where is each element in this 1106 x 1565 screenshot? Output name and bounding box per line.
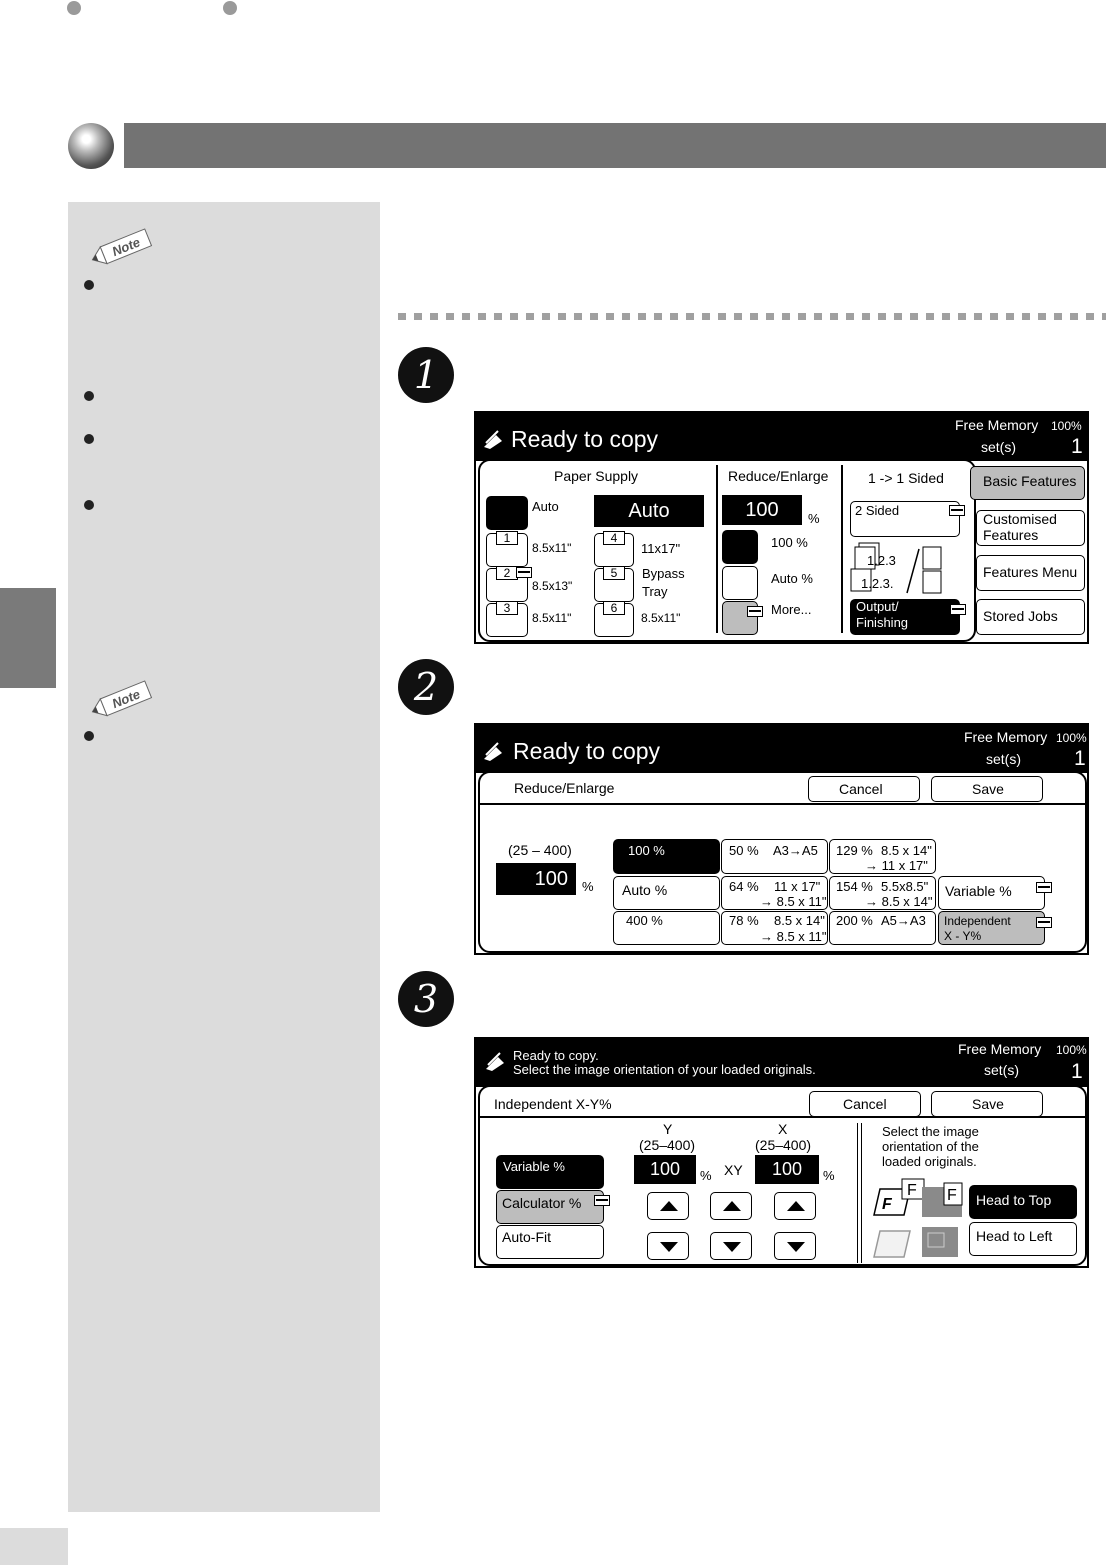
mode-autofit-label: Auto-Fit	[502, 1229, 552, 1245]
step-3-marker: 3	[398, 971, 454, 1027]
free-memory-value: 100%	[1056, 731, 1087, 745]
re-100-button[interactable]	[722, 530, 758, 564]
sets-value: 1	[1074, 747, 1086, 770]
preset-200-sizes: A5→A3	[881, 913, 926, 928]
range-label: (25 – 400)	[508, 842, 572, 858]
cancel-label: Cancel	[839, 781, 883, 797]
panel-divider	[841, 465, 843, 633]
svg-text:Note: Note	[109, 234, 143, 260]
preset-129-to: → 11 x 17"	[865, 858, 928, 873]
tray-5-size-line2: Tray	[642, 584, 668, 599]
orientation-text-2: orientation of the	[882, 1139, 979, 1154]
step-1-marker: 1	[398, 347, 454, 403]
reduce-unit: %	[582, 879, 594, 894]
tray-2-size: 8.5x13"	[532, 579, 573, 593]
reduce-value: 100	[496, 863, 576, 895]
preset-154-to: → 8.5 x 14"	[865, 894, 933, 909]
screen-status-title: Ready to copy	[511, 426, 659, 452]
preset-auto-label: Auto %	[622, 882, 668, 898]
down-arrow-icon	[660, 1242, 678, 1252]
x-increase-button[interactable]	[774, 1192, 816, 1220]
xy-heading: Independent X-Y%	[494, 1096, 612, 1112]
svg-text:F: F	[882, 1196, 892, 1213]
screen-status-title: Ready to copy	[513, 738, 661, 764]
sets-label: set(s)	[986, 751, 1021, 767]
preset-50-pct: 50 %	[729, 843, 759, 858]
y-range: (25–400)	[639, 1137, 696, 1153]
svg-text:F: F	[907, 1182, 917, 1199]
preset-50-sizes: A3→A5	[773, 843, 818, 858]
preset-78-pct: 78 %	[729, 913, 759, 928]
reduce-enlarge-heading: Reduce/Enlarge	[728, 468, 829, 484]
tray-1-size: 8.5x11"	[532, 541, 572, 555]
two-sided-submenu-icon	[949, 505, 965, 516]
screen-reduce-enlarge	[474, 723, 1089, 955]
tab-stored-jobs-label: Stored Jobs	[983, 608, 1058, 624]
y-value: 100	[634, 1155, 696, 1184]
tray-1-number: 1	[496, 531, 518, 545]
tray-3-number: 3	[496, 601, 518, 615]
y-decrease-button[interactable]	[647, 1232, 689, 1260]
preset-100-label: 100 %	[628, 843, 665, 858]
preset-64-from: 11 x 17"	[774, 879, 821, 894]
output-finishing-label-1: Output/	[856, 599, 899, 614]
independent-submenu-icon	[1036, 917, 1052, 928]
sided-heading: 1 -> 1 Sided	[868, 470, 944, 486]
free-memory-value: 100%	[1051, 419, 1082, 433]
tray-2-number: 2	[496, 566, 518, 580]
sets-label: set(s)	[981, 439, 1016, 455]
tab-features-menu-label: Features Menu	[983, 564, 1078, 580]
preset-129-from: 8.5 x 14"	[881, 843, 932, 858]
tab-basic-features-label: Basic Features	[983, 473, 1077, 489]
copier-icon	[482, 429, 504, 449]
preset-78-from: 8.5 x 14"	[774, 913, 825, 928]
screen-status-title: Ready to copy.	[513, 1048, 599, 1063]
preset-154-pct: 154 %	[836, 879, 873, 894]
re-auto-label: Auto %	[771, 571, 813, 586]
independent-label-1: Independent	[944, 914, 1011, 928]
preset-200-pct: 200 %	[836, 913, 873, 928]
section-header-bar	[124, 123, 1106, 168]
paper-supply-heading: Paper Supply	[554, 468, 639, 484]
panel-divider	[716, 465, 718, 633]
x-axis-label: X	[778, 1121, 788, 1137]
dotted-divider	[398, 313, 1106, 320]
up-arrow-icon	[723, 1201, 741, 1211]
tray-4-size: 11x17"	[641, 541, 681, 556]
reduce-enlarge-value: 100	[722, 495, 802, 525]
xy-decrease-button[interactable]	[710, 1232, 752, 1260]
variable-submenu-icon	[1036, 882, 1052, 893]
copier-icon	[482, 741, 504, 761]
calculator-submenu-icon	[594, 1195, 610, 1206]
x-unit: %	[823, 1168, 835, 1183]
head-to-left-label: Head to Left	[976, 1228, 1053, 1244]
xy-label: XY	[724, 1162, 743, 1178]
free-memory-label: Free Memory	[964, 729, 1048, 745]
note-bullet	[84, 731, 94, 741]
two-sided-label: 2 Sided	[855, 503, 900, 518]
free-memory-label: Free Memory	[958, 1041, 1042, 1057]
preset-78-to: → 8.5 x 11"	[760, 929, 827, 944]
copier-icon	[484, 1051, 506, 1071]
note-bullet	[84, 434, 94, 444]
sets-value: 1	[1071, 435, 1083, 458]
y-increase-button[interactable]	[647, 1192, 689, 1220]
orientation-text-3: loaded originals.	[882, 1154, 977, 1169]
free-memory-label: Free Memory	[955, 417, 1039, 433]
preset-400-label: 400 %	[626, 913, 663, 928]
header-dot-right	[223, 1, 237, 15]
up-arrow-icon	[787, 1201, 805, 1211]
cancel-label: Cancel	[843, 1096, 887, 1112]
re-100-label: 100 %	[771, 535, 808, 550]
xy-increase-button[interactable]	[710, 1192, 752, 1220]
tray-5-number: 5	[603, 566, 625, 580]
preset-154-from: 5.5x8.5"	[881, 879, 929, 894]
screen-status-instruction: Select the image orientation of your loaded originals.	[513, 1062, 816, 1077]
head-to-left-orientation-icon	[870, 1223, 966, 1261]
output-finishing-label-2: Finishing	[856, 615, 909, 630]
chapter-tab	[0, 588, 56, 688]
header-dot-left	[67, 1, 81, 15]
note-bullet	[84, 500, 94, 510]
independent-label-2: X - Y%	[944, 929, 982, 943]
tab-customised-label-1: Customised	[983, 511, 1057, 527]
re-auto-button[interactable]	[722, 566, 758, 600]
x-value: 100	[755, 1155, 819, 1184]
preset-64-to: → 8.5 x 11"	[760, 894, 827, 909]
free-memory-value: 100%	[1056, 1043, 1087, 1057]
re-more-label: More...	[771, 602, 812, 617]
tray-4-number: 4	[603, 531, 625, 545]
note-pencil-icon	[84, 228, 154, 268]
tab-customised-label-2: Features	[983, 527, 1039, 543]
mode-calculator-label: Calculator %	[502, 1195, 582, 1211]
panel-header-rule	[480, 803, 1085, 805]
paper-auto-button[interactable]	[486, 496, 528, 530]
output-submenu-icon	[950, 604, 966, 615]
save-label: Save	[972, 781, 1004, 797]
page-number-tab	[0, 1528, 68, 1565]
svg-text:1.2.3.: 1.2.3.	[861, 576, 894, 591]
screen-independent-xy	[474, 1037, 1089, 1268]
down-arrow-icon	[787, 1242, 805, 1252]
orientation-divider	[857, 1123, 862, 1263]
tray-2-submenu-icon	[516, 567, 532, 578]
paper-auto-label: Auto	[532, 499, 559, 514]
duplex-pages-icon	[849, 541, 947, 597]
step-2-marker: 2	[398, 659, 454, 715]
variable-percent-label: Variable %	[945, 883, 1012, 899]
screen-basic-features	[474, 411, 1089, 644]
orientation-text-1: Select the image	[882, 1124, 979, 1139]
y-axis-label: Y	[663, 1121, 673, 1137]
tray-6-number: 6	[603, 601, 625, 615]
svg-text:F: F	[947, 1187, 957, 1204]
sets-value: 1	[1071, 1060, 1083, 1083]
reduce-enlarge-unit: %	[808, 511, 820, 526]
x-range: (25–400)	[755, 1137, 812, 1153]
svg-text:1.2.3: 1.2.3	[867, 553, 896, 568]
down-arrow-icon	[723, 1242, 741, 1252]
mode-variable-label: Variable %	[503, 1159, 565, 1174]
preset-129-pct: 129 %	[836, 843, 873, 858]
reduce-heading: Reduce/Enlarge	[514, 780, 615, 796]
y-unit: %	[700, 1168, 712, 1183]
head-to-top-orientation-icon	[870, 1175, 966, 1219]
x-decrease-button[interactable]	[774, 1232, 816, 1260]
head-to-top-label: Head to Top	[976, 1192, 1052, 1208]
tray-5-size-line1: Bypass	[642, 566, 685, 581]
svg-text:Note: Note	[109, 686, 143, 712]
tray-3-size: 8.5x11"	[532, 611, 572, 625]
tray-6-size: 8.5x11"	[641, 611, 681, 625]
preset-64-pct: 64 %	[729, 879, 759, 894]
up-arrow-icon	[660, 1201, 678, 1211]
paper-auto-value: Auto	[594, 495, 704, 527]
note-pencil-icon	[84, 680, 154, 720]
save-label: Save	[972, 1096, 1004, 1112]
note-bullet	[84, 280, 94, 290]
note-panel	[68, 202, 380, 1512]
re-more-submenu-icon	[747, 606, 763, 617]
sets-label: set(s)	[984, 1062, 1019, 1078]
section-ball-icon	[68, 123, 114, 169]
note-bullet	[84, 391, 94, 401]
